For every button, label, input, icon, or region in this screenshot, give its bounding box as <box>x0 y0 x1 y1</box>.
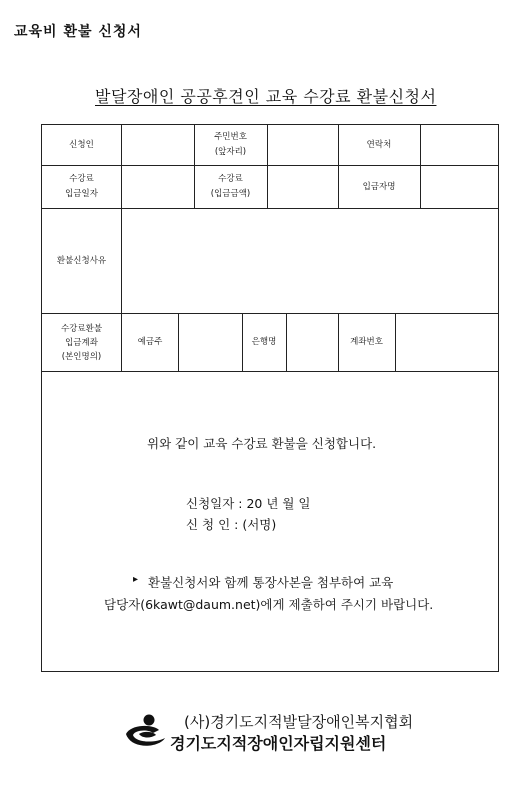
account-number-field[interactable] <box>396 314 498 371</box>
instruction-bullet-icon: ▸ <box>133 574 139 585</box>
depositor-name-field[interactable] <box>421 166 498 208</box>
fee-deposit-amount-field[interactable] <box>268 166 338 208</box>
resident-number-label <box>194 125 267 165</box>
fee-deposit-amount-label-line1: 수강료 <box>218 174 243 184</box>
depositor-name-label: 입금자명 <box>362 181 396 192</box>
contact-label: 연락처 <box>366 139 392 150</box>
fee-deposit-amount-label <box>194 166 267 208</box>
refund-account-label-line1: 수강료환불 <box>60 323 103 334</box>
instruction-line-2: 담당자(6kawt@daum.net)에게 제출하여 주시기 바랍니다. <box>104 597 434 612</box>
fee-deposit-date-field[interactable] <box>122 166 194 208</box>
applicant-signature-line: 신 청 인 : (서명) <box>186 517 277 532</box>
fee-deposit-date-label-line1: 수강료 <box>69 174 94 184</box>
account-number-label: 계좌번호 <box>350 337 383 347</box>
resident-number-label-line2: (앞자리) <box>214 147 247 157</box>
refund-account-label-line2: 입금계좌 <box>65 337 98 348</box>
bank-name-label: 은행명 <box>251 337 277 347</box>
refund-reason-label: 환불신청사유 <box>56 255 107 266</box>
request-sentence: 위와 같이 교육 수강료 환불을 신청합니다. <box>147 436 377 451</box>
document-title: 발달장애인 공공후견인 교육 수강료 환불신청서 <box>95 87 437 106</box>
center-name: 경기도지적장애인자립지원센터 <box>170 734 387 753</box>
header-label: 교육비 환불 신청서 <box>14 24 142 40</box>
refund-reason-field[interactable] <box>122 209 498 313</box>
resident-number-label-line1: 주민번호 <box>214 132 247 142</box>
applicant-label: 신청인 <box>69 139 94 150</box>
fee-deposit-date-label-line2: 입금일자 <box>65 189 98 199</box>
instruction-line-1: 환불신청서와 함께 통장사본을 첨부하여 교육 <box>148 575 394 590</box>
refund-account-label-line3: (본인명의) <box>61 351 102 362</box>
account-holder-field[interactable] <box>179 314 242 371</box>
fee-deposit-amount-label-line2: (입금금액) <box>210 189 251 199</box>
resident-number-field[interactable] <box>268 125 338 165</box>
association-logo-icon <box>123 712 168 750</box>
row-divider <box>42 371 498 372</box>
application-date-line: 신청일자 : 20 년 월 일 <box>186 496 311 511</box>
refund-account-label <box>42 314 121 371</box>
association-name: (사)경기도지적발달장애인복지협회 <box>184 713 414 731</box>
contact-field[interactable] <box>421 125 498 165</box>
fee-deposit-date-label <box>42 166 121 208</box>
bank-name-field[interactable] <box>287 314 338 371</box>
applicant-field[interactable] <box>122 125 194 165</box>
account-holder-label: 예금주 <box>137 337 163 347</box>
